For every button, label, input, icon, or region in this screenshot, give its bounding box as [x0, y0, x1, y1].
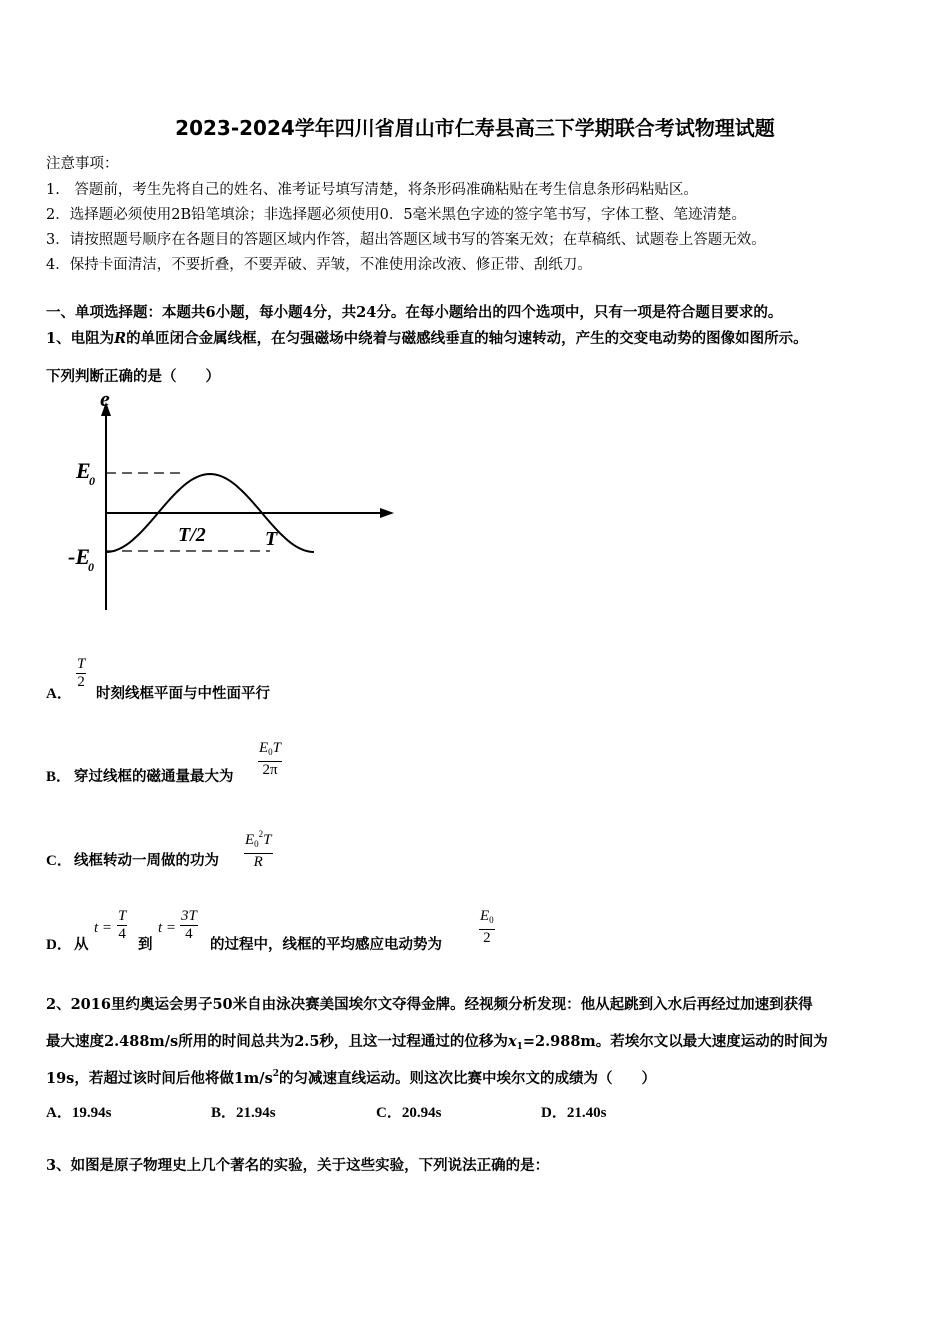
frac-num [479, 908, 495, 930]
e0-label: E [76, 458, 91, 483]
notice-heading: 注意事项： [46, 156, 119, 172]
q1-var-r: R [114, 330, 127, 347]
q1-prefix: 1、电阻为 [46, 330, 115, 347]
q2-option-c: C．20.94s [376, 1105, 442, 1121]
frac-num-t: T [263, 832, 272, 848]
q1-option-a-fraction [76, 656, 86, 691]
notice-item-3: 3．请按照题号顺序在各题目的答题区域内作答，超出答题区域书写的答案无效；在草稿纸、试题卷上答题无效。 [46, 232, 766, 248]
frac-num-t: T [272, 740, 282, 756]
neg-e0-label: -E [68, 544, 90, 569]
frac-num-sub: 0 [489, 915, 494, 925]
frac-den-text: 2π [262, 762, 278, 778]
q1-option-b-text: 穿过线框的磁通量最大为 [74, 768, 234, 785]
frac-num [258, 740, 282, 762]
q1-option-d-frac1 [117, 908, 127, 943]
frac-den: 4 [118, 926, 126, 942]
frac-num-e: E [245, 832, 255, 848]
q2-line3-a: 19s，若超过该时间后他将做1m/s [46, 1070, 273, 1087]
notice-item-1: 1. 答题前，考生先将自己的姓名、准考证号填写清楚，将条形码准确粘贴在考生信息条形码粘贴区。 [46, 182, 698, 198]
q1-option-d-frac2 [180, 908, 198, 943]
q2-line3 [46, 1067, 656, 1088]
page-title: 2023-2024学年四川省眉山市仁寿县高三下学期联合考试物理试题 [175, 116, 775, 140]
frac-den: 4 [185, 926, 193, 942]
frac-num: T [77, 656, 86, 672]
x-axis-arrow [380, 508, 394, 518]
frac-den: 2 [483, 930, 491, 946]
frac-num-sup: 2 [258, 829, 264, 839]
q1-option-d-t1: t = [94, 920, 113, 936]
notice-item-2: 2．选择题必须使用2B铅笔填涂；非选择题必须使用0．5毫米黑色字迹的签字笔书写，字体工整、笔迹清楚。 [46, 207, 747, 223]
q1-option-d-frac3 [479, 908, 495, 947]
e0-sub: 0 [89, 474, 95, 488]
frac-num-sub: 0 [254, 839, 259, 849]
q1-option-a-label: A． [46, 686, 72, 702]
q1-option-d-from: 从 [74, 936, 89, 953]
q2-line3-sup: 2 [272, 1069, 279, 1079]
q2-var-x: x [507, 1033, 517, 1050]
q1-option-d-t2: t = [158, 920, 177, 936]
q1-option-c-label: C． [46, 853, 72, 869]
q1-stem [46, 327, 808, 348]
q1-prompt: 下列判断正确的是（ ） [46, 368, 220, 385]
q2-line2 [46, 1030, 828, 1052]
q1-option-d-text: 的过程中，线框的平均感应电动势为 [210, 936, 442, 953]
q1-option-c-fraction [244, 826, 273, 871]
q1-option-c-text: 线框转动一周做的功为 [74, 852, 219, 869]
frac-num-e: E [259, 740, 269, 756]
notice-item-4: 4．保持卡面清洁，不要折叠，不要弄破、弄皱，不准使用涂改液、修正带、刮纸刀。 [46, 257, 592, 273]
frac-num: T [118, 908, 127, 924]
q2-line2-b: =2.988m。若埃尔文以最大速度运动的时间为 [522, 1033, 828, 1050]
q2-line2-a: 最大速度2.488m/s所用的时间总共为2.5秒，且这一过程通过的位移为 [46, 1033, 508, 1050]
frac-num [244, 826, 273, 854]
q2-line1: 2、2016里约奥运会男子50米自由泳决赛美国埃尔文夺得金牌。经视频分析发现：他从起跳到入水后再经过加速到获得 [46, 996, 813, 1013]
q1-option-a-text: 时刻线框平面与中性面平行 [96, 685, 270, 702]
q1-option-d-to: 到 [138, 936, 153, 953]
q2-option-d: D．21.40s [541, 1105, 607, 1121]
y-label: e [100, 388, 110, 411]
frac-den [258, 762, 282, 779]
q1-option-d-label: D． [46, 937, 72, 953]
q1-option-b-fraction [258, 740, 282, 779]
q2-option-a: A．19.94s [46, 1105, 112, 1121]
q1-rest: 的单匝闭合金属线框，在匀强磁场中绕着与磁感线垂直的轴匀速转动，产生的交变电动势的图像如图所示。 [126, 330, 808, 347]
q2-line3-b: 的匀减速直线运动。则这次比赛中埃尔文的成绩为（ ） [279, 1070, 656, 1087]
q3-stem: 3、如图是原子物理史上几个著名的实验，关于这些实验，下列说法正确的是： [46, 1157, 550, 1174]
neg-e0-sub: 0 [88, 560, 94, 574]
frac-num-sub: 0 [268, 747, 273, 757]
frac-den: R [253, 854, 263, 870]
emf-graph [60, 388, 400, 618]
half-period-label: T/2 [178, 524, 206, 546]
q2-var-sub: 1 [516, 1042, 523, 1052]
frac-den: 2 [77, 674, 85, 690]
frac-num: 3T [181, 908, 197, 924]
section1-heading: 一、单项选择题：本题共6小题，每小题4分，共24分。在每小题给出的四个选项中，只有一项是符合题目要求的。 [46, 304, 783, 321]
q1-option-b-label: B． [46, 769, 72, 785]
q2-option-b: B．21.94s [211, 1105, 276, 1121]
period-label: T [265, 528, 278, 550]
frac-num-e: E [480, 908, 490, 924]
